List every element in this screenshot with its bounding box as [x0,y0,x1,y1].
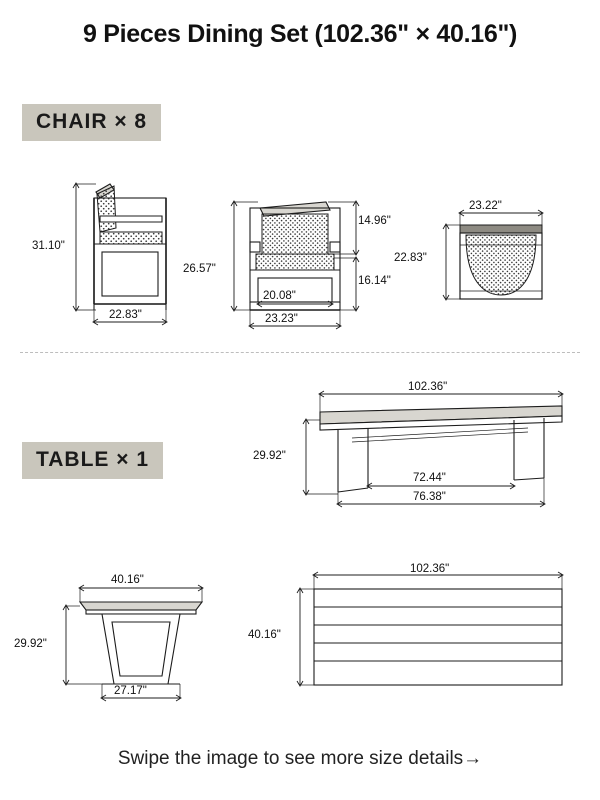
chair-front-view [183,170,410,340]
dim-chair-front-width: 23.23" [265,313,298,325]
dim-chair-front-height: 26.57" [183,263,216,275]
dim-table-height: 29.92" [253,450,286,462]
dim-chair-top-width: 23.22" [469,200,502,212]
dim-chair-seat-width: 20.08" [263,290,296,302]
section-label-table: TABLE × 1 [22,442,163,479]
dim-chair-side-width: 22.83" [109,309,142,321]
swipe-hint: Swipe the image to see more size details→ [117,748,483,769]
dim-table-inner-span: 72.44" [413,472,446,484]
table-top-view [248,563,575,715]
dim-chair-top-depth: 22.83" [394,252,427,264]
dim-chair-side-height: 31.10" [32,240,65,252]
dim-table-outer-span: 76.38" [413,491,446,503]
dim-table-side-height: 29.92" [14,638,47,650]
dim-table-top-length: 102.36" [410,563,450,575]
section-label-chair: CHAIR × 8 [22,104,161,141]
dim-table-top-depth: 40.16" [248,629,281,641]
dim-chair-back-height: 14.96" [358,215,391,227]
chair-top-view [394,200,580,325]
page-title: 9 Pieces Dining Set (102.36" × 40.16") [82,20,518,48]
section-divider [20,352,580,353]
table-perspective-view [253,381,575,518]
table-side-view [14,574,240,710]
chair-side-view [32,170,220,330]
dim-table-side-width: 40.16" [111,574,144,586]
dim-table-base-width: 27.17" [114,685,147,697]
dim-table-length: 102.36" [408,381,448,393]
dim-chair-seat-height: 16.14" [358,275,391,287]
